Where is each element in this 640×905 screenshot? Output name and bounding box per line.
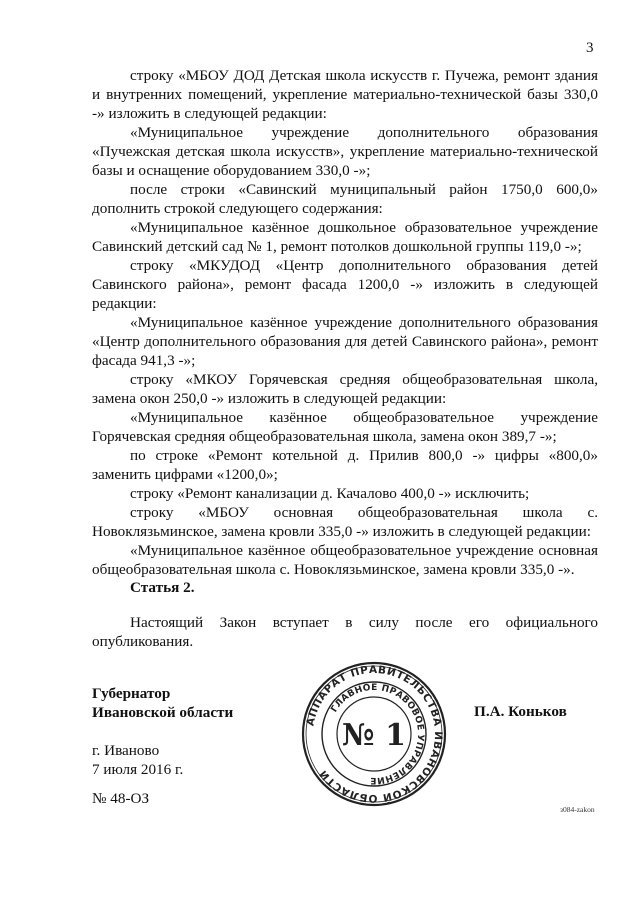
governor-title [92, 684, 233, 722]
paragraph: по строке «Ремонт котельной д. Прилив 800,0 -» цифры «800,0» заменить цифрами «1200,0»; [92, 447, 598, 483]
amendments-text [92, 66, 598, 579]
governor-title-line2: Ивановской области [92, 704, 234, 721]
paragraph: строку «МКОУ Горячевская средняя общеобразовательная школа, замена окон 250,0 -» изложить в следующей редакции: [92, 371, 598, 407]
official-stamp [300, 660, 448, 808]
paragraph: «Муниципальное казённое дошкольное образовательное учреждение Савинский детский сад № 1, ремонт потолков дошкольной группы 119,0 -»; [92, 219, 598, 255]
stamp-ring-text: АППАРАТ ПРАВИТЕЛЬСТВА ИВАНОВСКОЙ ОБЛАСТИ [304, 663, 445, 805]
paragraph: после строки «Савинский муниципальный район 1750,0 600,0» дополнить строкой следующего содержания: [92, 181, 598, 217]
page-number: 3 [586, 40, 594, 56]
stamp-seal-icon [300, 660, 448, 808]
stamp-inner-text: ГЛАВНОЕ ПРАВОВОЕ УПРАВЛЕНИЕ [329, 682, 426, 786]
paragraph: «Муниципальное казённое общеобразовательное учреждение Горячевская средняя общеобразовательная школа, замена окон 389,7 -»; [92, 409, 598, 445]
law-number: № 48-ОЗ [92, 790, 150, 807]
paragraph: строку «МБОУ ДОД Детская школа искусств г. Пучежа, ремонт здания и внутренних помещений, укрепление материально-технической базы 330,0 -» изложить в следующей редакции: [92, 67, 598, 122]
paragraph: «Муниципальное учреждение дополнительного образования «Пучежская детская школа искусств», укрепление материально-технической базы и оснащение оборудованием 330,0 -»; [92, 124, 598, 179]
place-and-date [92, 741, 183, 779]
signing-place: г. Иваново [92, 742, 160, 759]
article-paragraph: Настоящий Закон вступает в силу после его официального опубликования. [92, 614, 598, 650]
document-code: з084-zakon [560, 805, 595, 814]
paragraph: строку «Ремонт канализации д. Качалово 400,0 -» исключить; [130, 485, 530, 502]
paragraph: «Муниципальное казённое учреждение дополнительного образования «Центр дополнительного образования для детей Савинского района», ремонт фасада 941,3 -»; [92, 314, 598, 369]
article-title: Статья 2. [130, 579, 195, 596]
paragraph: «Муниципальное казённое общеобразовательное учреждение основная общеобразовательная школа с. Новоклязьминское, замена кровли 335,0 -». [92, 542, 598, 578]
governor-title-line1: Губернатор [92, 685, 171, 702]
signing-date: 7 июля 2016 г. [92, 761, 184, 778]
paragraph: строку «МКУДОД «Центр дополнительного образования детей Савинского района», ремонт фасада 1200,0 -» изложить в следующей редакции: [92, 257, 598, 312]
governor-name: П.А. Коньков [474, 703, 567, 720]
article-text [92, 613, 598, 651]
stamp-number: № 1 [342, 718, 406, 753]
paragraph: строку «МБОУ основная общеобразовательная школа с. Новоклязьминское, замена кровли 335,0 -» изложить в следующей редакции: [92, 504, 598, 540]
